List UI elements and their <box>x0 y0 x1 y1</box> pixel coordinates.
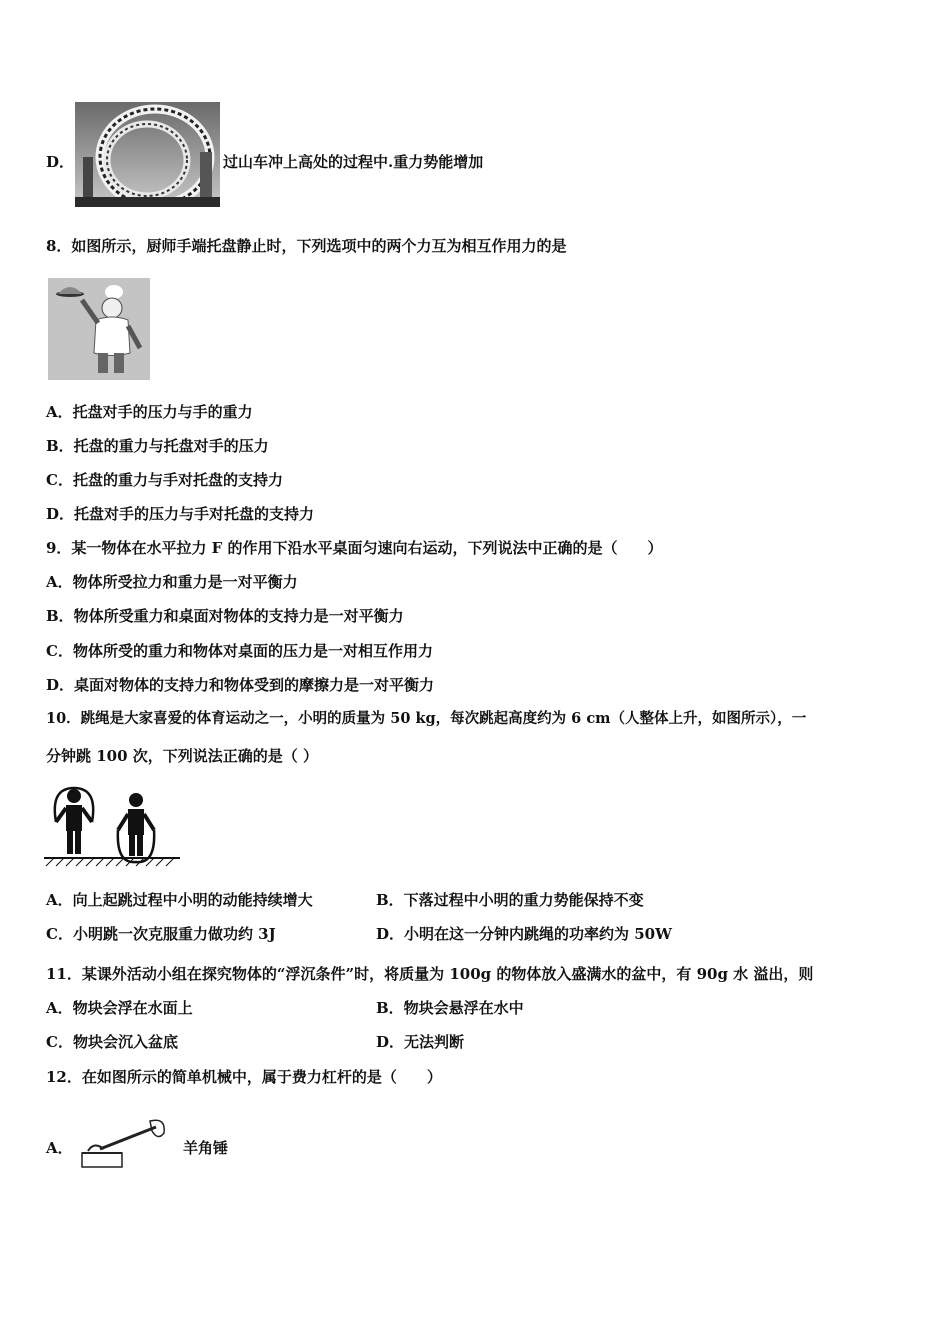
chef-holding-tray-image <box>48 278 150 380</box>
q10-stem-line1: 10．跳绳是大家喜爱的体育运动之一，小明的质量为 50 kg，每次跳起高度约为 6 cm（人整体上升，如图所示），一 <box>46 710 807 727</box>
q9-option-c: C．物体所受的重力和物体对桌面的压力是一对相互作用力 <box>46 642 433 660</box>
q7-option-d-text: 过山车冲上高处的过程中.重力势能增加 <box>223 153 484 171</box>
q11-option-d: D．无法判断 <box>376 1033 465 1051</box>
q8-option-b: B．托盘的重力与托盘对手的压力 <box>46 437 269 455</box>
jump-rope-image <box>44 786 180 868</box>
claw-hammer-image <box>78 1115 170 1171</box>
q11-stem: 11．某课外活动小组在探究物体的“浮沉条件”时，将质量为 100g 的物体放入盛满水的盆中，有 90g 水 溢出，则 <box>46 965 814 983</box>
q10-option-a: A．向上起跳过程中小明的动能持续增大 <box>46 891 313 909</box>
q8-stem: 8．如图所示，厨师手端托盘静止时，下列选项中的两个力互为相互作用力的是 <box>46 237 567 255</box>
q12-stem: 12．在如图所示的简单机械中，属于费力杠杆的是（ ） <box>46 1068 442 1086</box>
q11-option-c: C．物块会沉入盆底 <box>46 1033 178 1051</box>
q12-option-a-label: A． <box>46 1139 73 1157</box>
q10-option-c: C．小明跳一次克服重力做功约 3J <box>46 925 276 943</box>
q8-option-a: A．托盘对手的压力与手的重力 <box>46 403 253 421</box>
q9-option-a: A．物体所受拉力和重力是一对平衡力 <box>46 573 298 591</box>
q10-stem-line2: 分钟跳 100 次，下列说法正确的是（ ） <box>46 747 318 765</box>
q9-option-b: B．物体所受重力和桌面对物体的支持力是一对平衡力 <box>46 607 404 625</box>
q10-option-b: B．下落过程中小明的重力势能保持不变 <box>376 891 644 909</box>
roller-coaster-image <box>75 102 220 207</box>
q11-option-b: B．物块会悬浮在水中 <box>376 999 524 1017</box>
q10-option-d: D．小明在这一分钟内跳绳的功率约为 50W <box>376 925 672 943</box>
q9-option-d: D．桌面对物体的支持力和物体受到的摩擦力是一对平衡力 <box>46 676 435 694</box>
q8-option-d: D．托盘对手的压力与手对托盘的支持力 <box>46 505 315 523</box>
q8-option-c: C．托盘的重力与手对托盘的支持力 <box>46 471 283 489</box>
q11-option-a: A．物块会浮在水面上 <box>46 999 193 1017</box>
q7-option-d-label: D． <box>46 153 75 171</box>
q9-stem: 9．某一物体在水平拉力 F 的作用下沿水平桌面匀速向右运动，下列说法中正确的是（ ） <box>46 539 663 557</box>
q12-option-a-text: 羊角锤 <box>183 1139 229 1157</box>
